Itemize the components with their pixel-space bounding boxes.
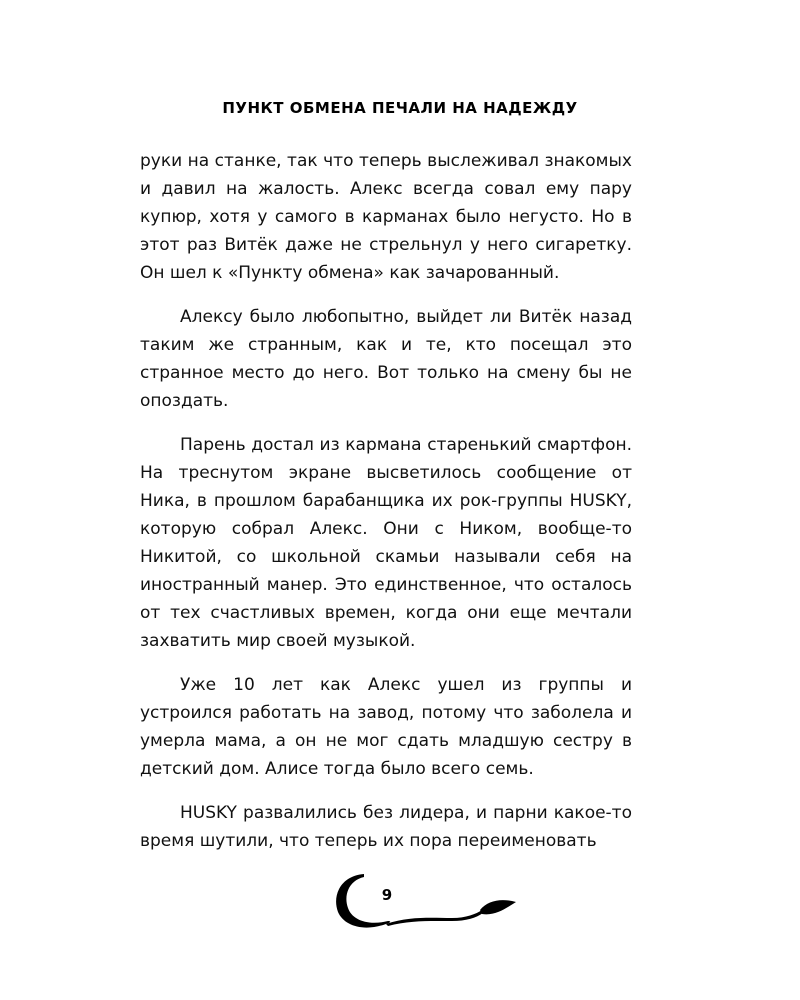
paragraph: руки на станке, так что теперь выслеживал знакомых и давил на жалость. Алекс всегда совал ему пару купюр, хотя у самого в карманах было негусто. Но в этот раз Витёк даже не стрельнул у него сигаретку. Он шел к «Пункту обмена» как зачарованный.: [140, 151, 632, 283]
paragraph: Уже 10 лет как Алекс ушел из группы и устроился работать на завод, потому что заболела и умерла мама, а он не мог сдать младшую сестру в детский дом. Алисе тогда было всего семь.: [140, 675, 632, 779]
paragraph: HUSKY развалились без лидера, и парни какое-то время шутили, что теперь их пора переименовать: [140, 803, 632, 851]
page-body: [140, 147, 632, 871]
paragraph: Парень достал из кармана старенький смартфон. На треснутом экране высветилось сообщение от Ника, в прошлом барабанщика их рок-группы HUSKY, которую собрал Алекс. Они с Ником, вообще-то Никитой, со школьной скамьи называли себя на иностранный манер. Это единственное, что осталось от тех счастливых времен, когда они еще мечтали захватить мир своей музыкой.: [140, 435, 632, 651]
swirl-tail-icon: [330, 868, 520, 934]
paragraph: Алексу было любопытно, выйдет ли Витёк назад таким же странным, как и те, кто посещал это странное место до него. Вот только на смену бы не опоздать.: [140, 307, 632, 411]
page-number: 9: [381, 886, 393, 904]
running-title: ПУНКТ ОБМЕНА ПЕЧАЛИ НА НАДЕЖДУ: [222, 99, 578, 117]
page-folio: [330, 868, 520, 934]
